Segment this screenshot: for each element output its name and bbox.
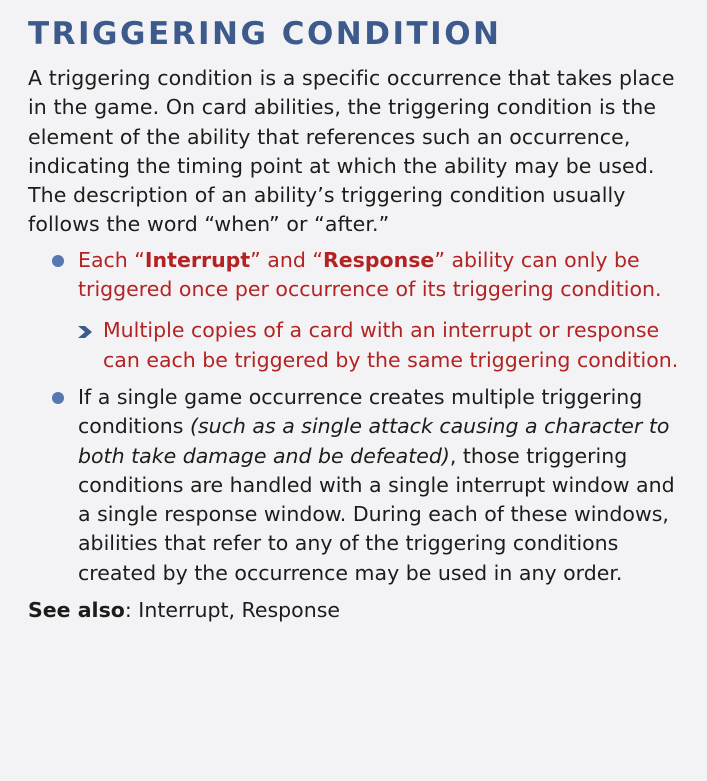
see-also-separator: : — [124, 598, 139, 623]
entry-title: TRIGGERING CONDITION — [28, 16, 502, 52]
rule-text-part: ” and “ — [250, 247, 323, 272]
rule-text-part: Each “ — [78, 247, 145, 272]
rule-example-italic: (such as a single attack causing a character to both take damage and be defeated) — [78, 414, 670, 468]
rules-list — [28, 246, 679, 588]
rule-text-part: ” ability can only be triggered once per occurrence of its triggering condition. — [78, 247, 662, 302]
keyword-response: Response — [322, 247, 435, 272]
see-also-references: Interrupt, Response — [138, 598, 341, 623]
see-also-line — [28, 596, 679, 625]
keyword-interrupt: Interrupt — [144, 247, 251, 272]
see-also-label: See also — [28, 598, 125, 623]
sub-rule-text: Multiple copies of a card with an interrupt or response can each be triggered by the same triggering condition. — [103, 318, 679, 372]
entry-intro: A triggering condition is a specific occurrence that takes place in the game. On card abilities, the triggering condition is the element of the ability that references such an occurrence, indicating the timing point at which the ability may be used. The description of an ability’s triggering condition usually follows the word “when” or “after.” — [28, 66, 675, 237]
rule-item-once-per-occurrence — [28, 246, 679, 375]
bullet-dot-icon — [52, 392, 64, 404]
bullet-dot-icon — [52, 255, 64, 267]
rule-text-part: , those triggering conditions are handled with a single interrupt window and a single response window. During each of these windows, abilities that refer to any of the triggering conditions created by the occurrence may be used in any order. — [78, 443, 675, 585]
rule-text-part: If a single game occurrence creates multiple triggering conditions — [78, 384, 643, 439]
sub-rule-multiple-copies — [78, 316, 679, 375]
chevron-right-icon — [78, 326, 92, 338]
rule-item-multiple-conditions — [28, 383, 679, 588]
